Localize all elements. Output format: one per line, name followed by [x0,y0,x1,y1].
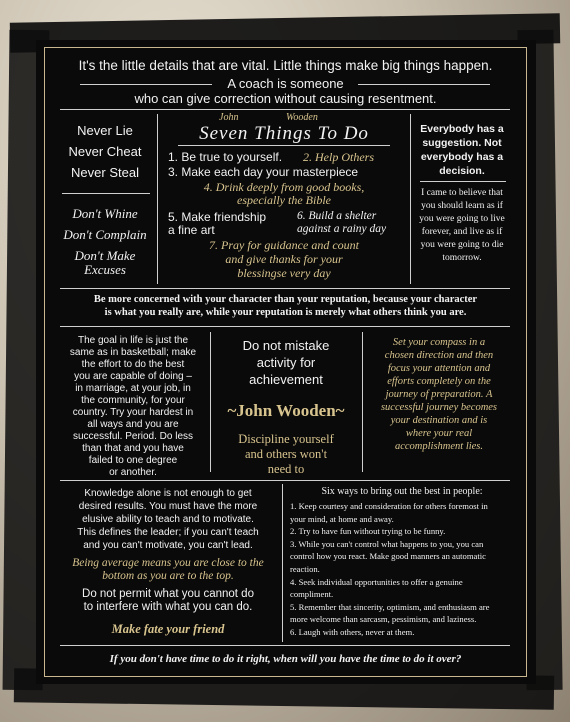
footer-divider [60,645,510,646]
left-top-divider [62,193,150,194]
seven-item-1: 1. Be true to yourself. [168,150,283,164]
mid-left-line: or another. [109,467,157,478]
six-ways-line: 2. Try to have fun without trying to be funny. [290,526,446,537]
divider-bottom [282,484,283,642]
bottom-left-line: This defines the leader; if you can't teach [77,527,259,538]
mid-right-line: efforts completely on the [387,376,491,387]
permit-line-2: to interfere with what you can do. [83,601,253,613]
mid-left-line: than that and you have [82,443,184,454]
six-ways-line: 6. Laugh with others, never at them. [290,627,415,637]
title-underline [178,145,390,146]
character-line-2: is what you really are, while your reputation is merely what others think you are. [104,307,467,318]
left-item-4: Don't Whine [72,206,138,221]
bottom-left-line: and you can't motivate, you can't lead. [83,540,253,551]
bottom-left-line: desired results. You must have the more [78,501,258,512]
left-item-5: Don't Complain [63,227,147,242]
character-top-divider [60,288,510,289]
right-quote-2: suggestion. Not [422,137,502,149]
right-learn-5: you were going to die [420,240,504,250]
seven-item-7-c: blessingse very day [237,266,331,280]
footer-quote: If you don't have time to do it right, when will you have the time to do it over? [109,653,462,665]
mid-center-line-1: Do not mistake [242,338,330,353]
mid-right-line: accomplishment lies. [394,441,484,452]
mid-left-line: you are capable of doing – [74,371,192,382]
coach-line-2: who can give correction without causing resentment. [134,91,437,106]
six-ways-line: 4. Seek individual opportunities to offer a genuine [290,576,463,587]
divider-right-top [410,114,411,284]
six-ways-line: your mind, at home and away. [290,513,394,524]
average-line-2: bottom as you are to the top. [102,570,234,582]
mid-right-line: Set your compass in a [392,337,486,348]
mid-left-line: The goal in life is just the [77,335,189,346]
right-quote-4: decision. [439,165,485,177]
seven-item-5-b: a fine art [168,223,215,237]
mid-right-line: focus your attention and [387,363,491,374]
right-learn-4: forever, and live as if [421,227,503,237]
coach-line-1: A coach is someone [227,76,344,91]
divider-mid-left [210,332,211,472]
left-item-7: Excuses [84,262,126,277]
average-line-1: Being average means you are close to the [72,557,264,569]
right-quote-3: everybody has a [420,151,504,163]
six-ways-line: 3. While you can't control what happens to you, you can [290,538,484,549]
seven-item-5-a: 5. Make friendship [168,210,267,224]
seven-item-3: 3. Make each day your masterpiece [168,165,359,179]
right-learn-2: you should learn as if [421,201,503,211]
six-ways-line: 5. Remember that sincerity, optimism, and enthusiasm are [290,601,490,612]
author-last: Wooden [286,112,318,123]
six-ways-title: Six ways to bring out the best in people: [321,486,483,497]
right-quote-1: Everybody has a [420,123,504,135]
bottom-left-line: elusive ability to teach and to motivate. [82,514,254,525]
left-item-6: Don't Make [74,248,136,263]
six-ways-line: more welcome than sarcasm, pessimism, and laziness. [290,614,477,625]
author-first: John [219,112,239,123]
seven-item-7-b: and give thanks for your [225,252,343,266]
mid-right-line: successful journey becomes [380,402,498,413]
character-bottom-divider [60,326,510,327]
mid-right-line: journey of preparation. A [385,389,493,400]
seven-item-6-a: 6. Build a shelter [297,210,377,222]
mid-left-line: all ways and you are [87,419,179,430]
mid-center-line-5: and others won't [244,447,328,461]
left-item-3: Never Steal [71,165,139,180]
mid-left-line: the community, for your [81,395,185,406]
seven-item-7-a: 7. Pray for guidance and count [209,238,359,252]
right-learn-6: tomorrow. [442,253,482,263]
mid-left-line: the effort to do the best [81,359,185,370]
six-ways-line: 1. Keep courtesy and consideration for others foremost in [290,501,488,511]
mid-left-line: successful. Period. Do less [72,431,194,442]
permit-line-1: Do not permit what you cannot do [82,588,254,600]
mid-right-line: where your real [405,428,473,439]
mid-left-line: same as in basketball; make [69,347,197,358]
mid-left-line: in marriage, at your job, in [75,383,191,394]
left-item-2: Never Cheat [68,144,142,159]
divider-left-top [157,114,158,284]
divider-mid-right [362,332,363,472]
wooden-signature: ~John Wooden~ [227,401,345,420]
six-ways-line: control how you react. Make good manners an automatic [290,551,486,562]
right-learn-1: I came to believe that [421,188,503,198]
mid-center-line-3: achievement [249,372,323,387]
right-top-divider [420,181,506,182]
header-line: It's the little details that are vital. Little things make big things happen. [78,58,493,73]
seven-item-4-a: 4. Drink deeply from good books, [203,180,365,194]
mid-center-line-6: need to [267,462,305,476]
seven-item-2: 2. Help Others [303,150,374,164]
seven-item-6-b: against a rainy day [297,223,387,235]
mid-left-line: failed to one degree [88,455,178,466]
bottom-section-divider [60,480,510,481]
character-line-1: Be more concerned with your character than your reputation, because your character [93,294,478,305]
mid-left-line: country. Try your hardest in [72,407,194,418]
left-item-1: Never Lie [77,123,133,138]
six-ways-line: reaction. [290,564,320,574]
mid-right-line: chosen direction and then [384,350,494,361]
right-learn-3: you were going to live [419,214,505,224]
mid-center-line-2: activity for [256,355,316,370]
bottom-left-line: Knowledge alone is not enough to get [84,488,252,499]
make-fate-line: Make fate your friend [111,622,225,636]
mid-center-line-4: Discipline yourself [238,432,334,446]
top-section-divider [60,109,510,110]
mid-right-line: your destination and is [390,415,488,426]
six-ways-line: compliment. [290,589,334,600]
seven-things-title: Seven Things To Do [199,123,369,144]
seven-item-4-b: especially the Bible [237,193,331,207]
